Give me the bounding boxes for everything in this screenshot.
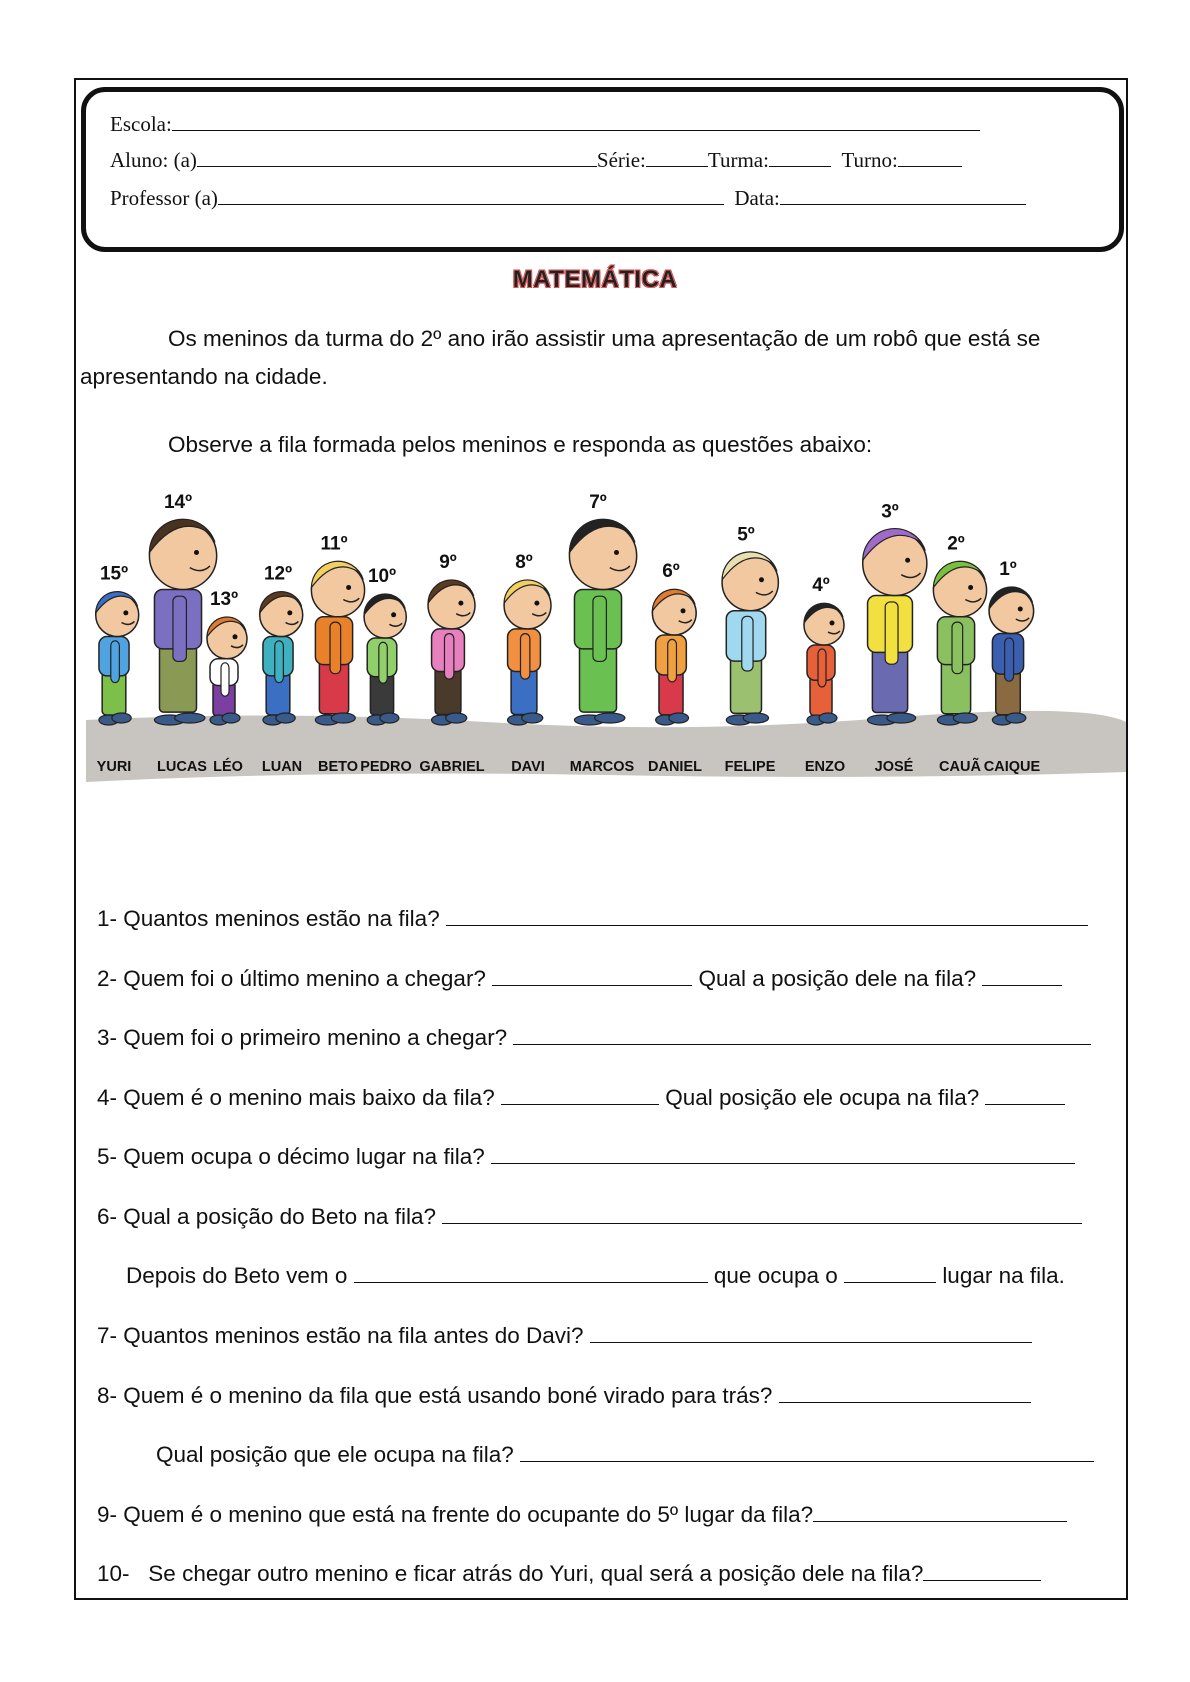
q8-text: 8- Quem é o menino da fila que está usando boné virado para trás? <box>97 1383 773 1408</box>
name-label: DAVI <box>511 759 545 775</box>
turno-label: Turno: <box>841 148 898 172</box>
q9-answer[interactable] <box>813 1503 1067 1522</box>
instruction-text: Observe a fila formada pelos meninos e responda as questões abaixo: <box>168 432 873 457</box>
kid-eye <box>233 634 238 639</box>
kid-shoe <box>522 713 543 723</box>
kid-arm <box>818 649 826 687</box>
kid-shoe <box>276 713 295 723</box>
kid-shoe <box>331 713 355 723</box>
kid-arm <box>668 639 677 682</box>
kid-arm <box>593 596 606 661</box>
position-label: 3º <box>881 501 899 523</box>
name-label: CAUÃ <box>939 759 981 775</box>
name-label: LÉO <box>213 759 243 775</box>
position-label: 10º <box>367 565 397 587</box>
position-label: 1º <box>999 558 1017 580</box>
q6b-text-c: lugar na fila. <box>942 1263 1065 1288</box>
kid-shoe <box>112 713 131 723</box>
turma-label: Turma: <box>707 148 769 172</box>
kid-eye <box>287 610 292 615</box>
question-4 <box>97 1085 1065 1111</box>
kid-eye <box>681 608 686 613</box>
turma-field[interactable] <box>769 146 831 167</box>
q4a-answer[interactable] <box>501 1086 659 1105</box>
name-label: FELIPE <box>724 759 776 775</box>
kid-eye <box>759 577 764 582</box>
kid-arm <box>111 641 120 683</box>
q3-answer[interactable] <box>513 1026 1091 1045</box>
kid-arm <box>221 663 229 696</box>
q2b-answer[interactable] <box>982 967 1062 986</box>
q7-answer[interactable] <box>590 1324 1032 1343</box>
q10-answer[interactable] <box>923 1562 1041 1581</box>
kid-arm <box>379 642 387 683</box>
name-label: BETO <box>317 759 359 775</box>
question-7 <box>97 1323 1032 1349</box>
kid-shoe <box>743 713 768 723</box>
intro-line-2: apresentando na cidade. <box>80 364 328 389</box>
question-9 <box>97 1502 1067 1528</box>
escola-label: Escola: <box>110 112 172 136</box>
name-label: GABRIEL <box>419 759 485 775</box>
kid-eye <box>1018 606 1023 611</box>
escola-field[interactable] <box>172 110 980 131</box>
kid-arm <box>742 616 753 671</box>
kid-shoe <box>446 713 467 723</box>
kid-shoe <box>222 713 240 723</box>
q2b-text: Qual a posição dele na fila? <box>698 966 977 991</box>
name-label: MARCOS <box>569 759 635 775</box>
turno-field[interactable] <box>898 146 962 167</box>
name-label: PEDRO <box>360 759 412 775</box>
kid-eye <box>458 601 463 606</box>
serie-label: Série: <box>596 148 646 172</box>
position-label: 4º <box>812 575 830 596</box>
kid-eye <box>346 585 351 590</box>
position-label: 8º <box>515 552 533 573</box>
aluno-label: Aluno: (a) <box>110 148 197 172</box>
position-label: 9º <box>439 552 457 573</box>
position-label: 5º <box>737 524 755 546</box>
q5-text: 5- Quem ocupa o décimo lugar na fila? <box>97 1144 485 1169</box>
kid-shoe <box>887 713 916 723</box>
question-2 <box>97 966 1062 992</box>
question-6 <box>97 1204 1082 1230</box>
position-label: 14º <box>163 492 193 514</box>
page-title: MATEMÁTICA <box>512 266 678 293</box>
q10-number: 10- <box>97 1561 130 1586</box>
q6-answer[interactable] <box>442 1205 1082 1224</box>
escola-row <box>110 110 980 137</box>
q7-text: 7- Quantos meninos estão na fila antes do Davi? <box>97 1323 584 1348</box>
q5-answer[interactable] <box>491 1145 1075 1164</box>
name-label: ENZO <box>804 759 846 775</box>
position-label: 15º <box>99 563 129 585</box>
position-label: 12º <box>263 563 293 585</box>
q2a-answer[interactable] <box>492 967 692 986</box>
question-3 <box>97 1025 1091 1051</box>
question-1 <box>97 906 1088 932</box>
kid-eye <box>123 610 128 615</box>
aluno-field[interactable] <box>197 146 597 167</box>
question-6b <box>126 1263 1065 1289</box>
q9-text: 9- Quem é o menino que está na frente do ocupante do 5º lugar da fila? <box>97 1502 814 1527</box>
professor-label: Professor (a) <box>110 186 218 210</box>
position-label: 6º <box>662 561 680 583</box>
kid-eye <box>905 558 910 563</box>
kid-arm <box>173 596 186 661</box>
queue-illustration <box>86 490 1126 830</box>
position-label: 11º <box>320 533 348 555</box>
name-label: DANIEL <box>648 759 702 775</box>
question-5 <box>97 1144 1075 1170</box>
q8-answer[interactable] <box>779 1384 1031 1403</box>
name-label: JOSÉ <box>874 759 914 775</box>
q6-text: 6- Qual a posição do Beto na fila? <box>97 1204 436 1229</box>
kid-shoe <box>380 713 399 723</box>
q6b-answer-name[interactable] <box>354 1264 708 1283</box>
position-label: 2º <box>947 533 965 555</box>
header-form <box>81 87 1124 252</box>
kid-eye <box>968 585 973 590</box>
kid-eye <box>830 621 835 626</box>
q6b-text-b: que ocupa o <box>713 1263 838 1288</box>
kid-arm <box>520 634 529 680</box>
kid-arm <box>330 622 341 674</box>
kid-arm <box>885 602 898 664</box>
page-border <box>74 78 1128 1600</box>
kid-eye <box>391 612 396 617</box>
position-label: 7º <box>589 492 607 514</box>
data-field[interactable] <box>780 184 1026 205</box>
kid-shoe <box>1006 713 1026 723</box>
q2a-text: 2- Quem foi o último menino a chegar? <box>97 966 486 991</box>
q8b-answer[interactable] <box>520 1443 1094 1462</box>
q6b-text-a: Depois do Beto vem o <box>126 1263 348 1288</box>
kid-arm <box>275 641 284 683</box>
q1-text: 1- Quantos meninos estão na fila? <box>97 906 440 931</box>
professor-field[interactable] <box>218 184 724 205</box>
intro-line-1: Os meninos da turma do 2º ano irão assistir uma apresentação de um robô que está se <box>168 326 1041 351</box>
kid-shoe <box>953 713 977 723</box>
kid-arm <box>444 634 453 680</box>
q10-text: Se chegar outro menino e ficar atrás do Yuri, qual será a posição dele na fila? <box>148 1561 924 1586</box>
q6b-answer-position[interactable] <box>844 1264 936 1283</box>
kid-arm <box>1005 638 1014 681</box>
q8b-text: Qual posição que ele ocupa na fila? <box>156 1442 514 1467</box>
q3-text: 3- Quem foi o primeiro menino a chegar? <box>97 1025 508 1050</box>
kid-shoe <box>175 713 205 723</box>
kid-eye <box>614 550 619 555</box>
name-label: LUAN <box>261 759 303 775</box>
kid-arm <box>952 622 963 674</box>
name-label: CAIQUE <box>983 759 1041 775</box>
q1-answer[interactable] <box>446 907 1088 926</box>
kid-shoe <box>819 713 837 723</box>
q4a-text: 4- Quem é o menino mais baixo da fila? <box>97 1085 495 1110</box>
q4b-text: Qual posição ele ocupa na fila? <box>665 1085 980 1110</box>
q4b-answer[interactable] <box>985 1086 1065 1105</box>
kid-eye <box>194 550 199 555</box>
data-label: Data: <box>734 186 780 210</box>
question-8b <box>156 1442 1094 1468</box>
aluno-row <box>110 146 962 173</box>
question-8 <box>97 1383 1031 1409</box>
position-label: 13º <box>209 588 239 610</box>
name-label: YURI <box>96 759 132 775</box>
professor-row <box>110 184 1026 211</box>
kid-shoe <box>669 713 689 723</box>
kid-eye <box>534 601 539 606</box>
name-label: LUCAS <box>157 759 207 775</box>
question-10 <box>97 1561 1041 1587</box>
serie-field[interactable] <box>646 146 708 167</box>
kid-shoe <box>595 713 625 723</box>
